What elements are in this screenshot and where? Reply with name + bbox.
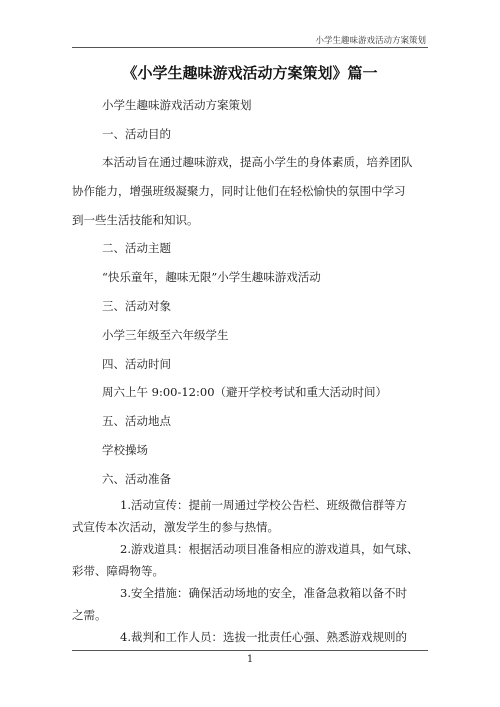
section-heading-preparation: 六、活动准备 [102,472,171,486]
prep-item-2-line-1: 2.游戏道具：根据活动项目准备相应的游戏道具，如气球、 [120,542,419,556]
prep-item-3-line-2: 之需。 [72,608,107,622]
page-number: 1 [246,654,254,665]
prep-item-3-line-1: 3.安全措施：确保活动场地的安全，准备急救箱以备不时 [120,586,407,600]
location-body: 学校操场 [102,443,148,457]
theme-body: “快乐童年，趣味无限”小学生趣味游戏活动 [102,270,321,284]
prep-item-2-line-2: 彩带、障碍物等。 [72,564,164,578]
prep-item-4-line-1: 4.裁判和工作人员：选拔一批责任心强、熟悉游戏规则的 [120,630,407,644]
document-subtitle: 小学生趣味游戏活动方案策划 [102,98,252,112]
purpose-line-3: 到一些生活技能和知识。 [72,213,199,227]
prep-item-1-line-1: 1.活动宣传：提前一周通过学校公告栏、班级微信群等方 [120,498,407,512]
section-heading-audience: 三、活动对象 [102,299,171,313]
section-heading-time: 四、活动时间 [102,357,171,371]
time-body: 周六上午 9:00-12:00（避开学校考试和重大活动时间） [102,385,388,399]
section-heading-purpose: 一、活动目的 [102,127,171,141]
purpose-line-2: 协作能力，增强班级凝聚力，同时让他们在轻松愉快的氛围中学习 [72,184,406,198]
footer-divider [72,650,428,651]
document-title: 《小学生趣味游戏活动方案策划》篇一 [122,64,378,82]
header-running-title: 小学生趣味游戏活动方案策划 [315,36,426,46]
purpose-line-1: 本活动旨在通过趣味游戏，提高小学生的身体素质，培养团队 [102,155,413,169]
audience-body: 小学三年级至六年级学生 [102,328,229,342]
section-heading-theme: 二、活动主题 [102,241,171,255]
header-divider [72,47,428,48]
prep-item-1-line-2: 式宣传本次活动，激发学生的参与热情。 [72,520,279,534]
section-heading-location: 五、活动地点 [102,414,171,428]
